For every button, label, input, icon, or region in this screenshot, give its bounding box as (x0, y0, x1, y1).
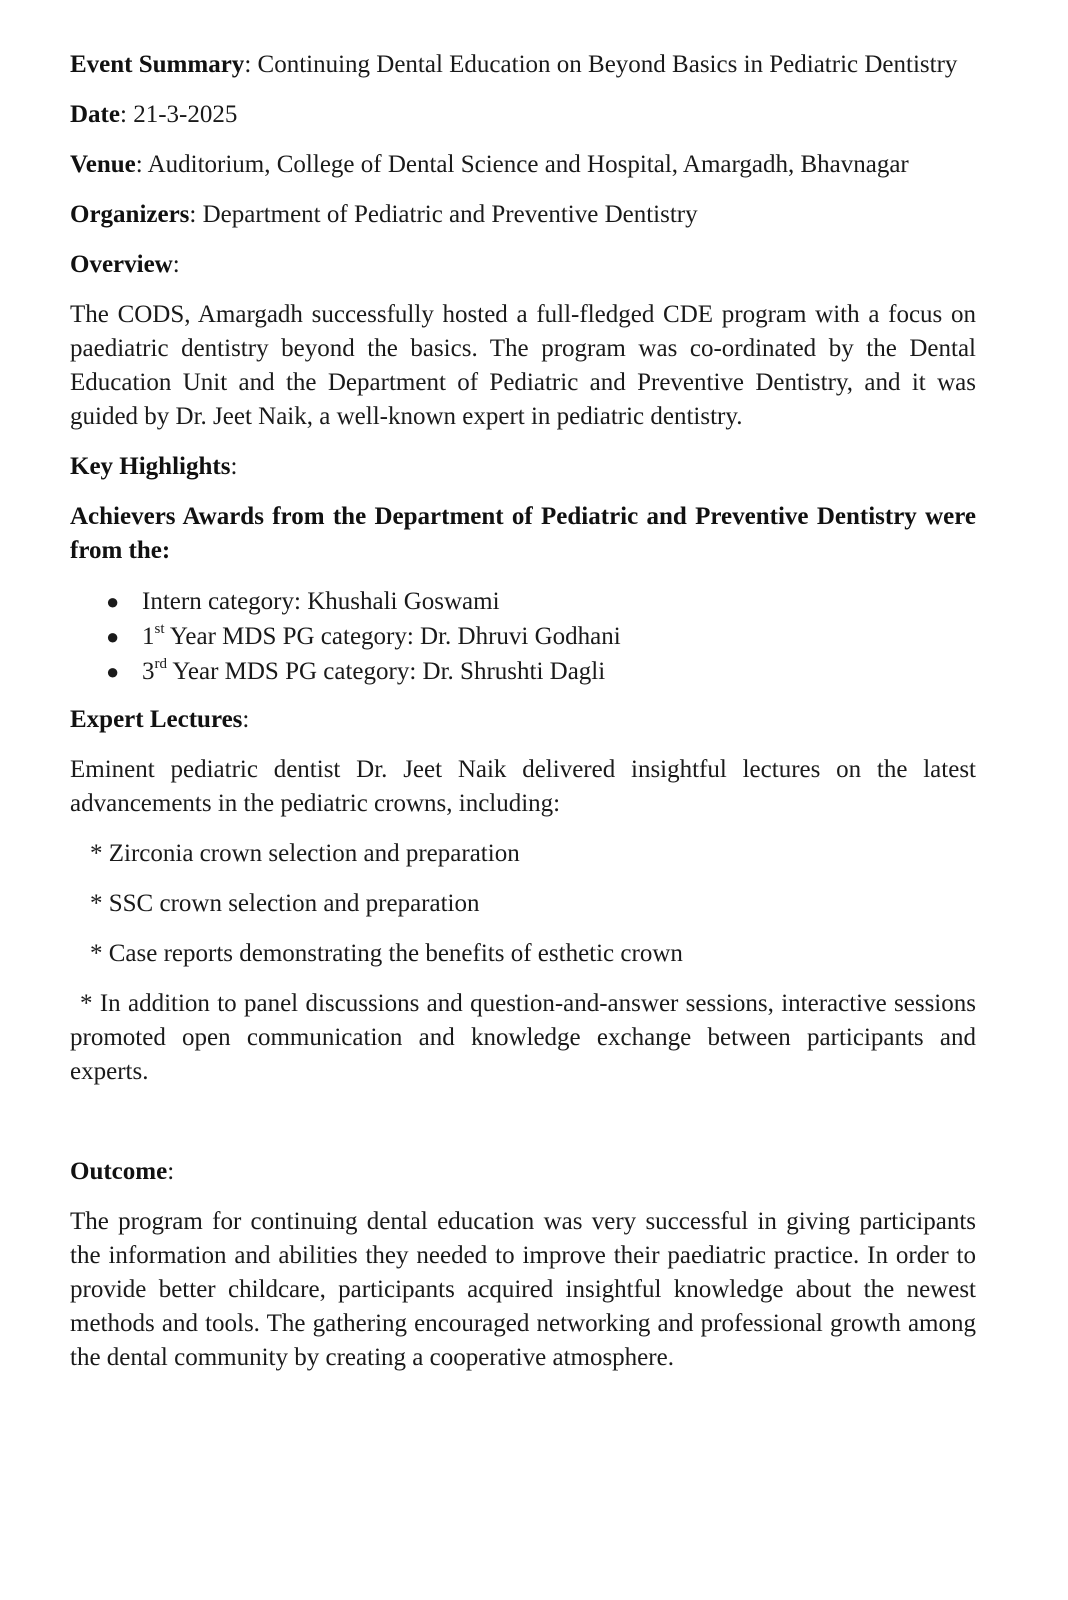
bullet-icon: ● (106, 624, 120, 649)
list-item (106, 654, 976, 689)
organizers-value: Department of Pediatric and Preventive Dentistry (202, 201, 698, 228)
overview-heading: Overview: (70, 251, 180, 278)
award-text: Intern category: Khushali Goswami (142, 588, 500, 615)
lecture-item: * Zirconia crown selection and preparation (90, 840, 520, 867)
venue-label: Venue (70, 151, 136, 178)
award-year: 3 (142, 658, 155, 685)
lecture-item: * SSC crown selection and preparation (90, 890, 480, 917)
award-ordinal: rd (154, 655, 167, 672)
expert-lectures-heading: Expert Lectures: (70, 706, 250, 733)
outcome-heading: Outcome: (70, 1158, 175, 1185)
outcome-heading-text: Outcome (70, 1158, 168, 1185)
outcome-text: The program for continuing dental education was very successful in giving participants the information and abilities they needed to improve their paediatric practice. In order to provide better childcare, participants acquired insightful knowledge about the newest methods and tools. The gathering encouraged networking and professional growth among the dental community by creating a cooperative atmosphere. (70, 1208, 976, 1371)
organizers-label: Organizers (70, 201, 190, 228)
key-highlights-heading: Key Highlights: (70, 453, 238, 480)
lecture-item: * Case reports demonstrating the benefits of esthetic crown (90, 940, 683, 967)
date-label: Date (70, 101, 120, 128)
awards-list (70, 584, 976, 689)
lecture-closing: * In addition to panel discussions and question-and-answer sessions, interactive sessions promoted open communication and knowledge exchange between participants and experts. (70, 990, 976, 1085)
awards-intro (70, 500, 976, 568)
award-ordinal: st (154, 620, 165, 637)
list-item (106, 584, 976, 619)
overview-text: The CODS, Amargadh successfully hosted a full-fledged CDE program with a focus on paediatric dentistry beyond the basics. The program was co-ordinated by the Dental Education Unit and the Department of Pediatric and Preventive Dentistry, and it was guided by Dr. Jeet Naik, a well-known expert in pediatric dentistry. (70, 301, 976, 430)
award-text: Year MDS PG category: Dr. Dhruvi Godhani (164, 623, 621, 650)
spacer (70, 1105, 976, 1155)
event-organizers: Organizers: Department of Pediatric and Preventive Dentistry (70, 201, 698, 228)
award-text: Year MDS PG category: Dr. Shrushti Dagli (167, 658, 606, 685)
document-page (70, 48, 976, 1391)
event-date: Date: 21-3-2025 (70, 101, 238, 128)
expert-lectures-heading-text: Expert Lectures (70, 706, 243, 733)
event-summary: Event Summary: Continuing Dental Education on Beyond Basics in Pediatric Dentistry (70, 51, 958, 78)
list-item (106, 619, 976, 654)
venue-value: Auditorium, College of Dental Science and Hospital, Amargadh, Bhavnagar (147, 151, 909, 178)
bullet-icon: ● (106, 659, 120, 684)
bullet-icon: ● (106, 589, 120, 614)
date-value: 21-3-2025 (133, 101, 238, 128)
award-year: 1 (142, 623, 155, 650)
event-venue: Venue: Auditorium, College of Dental Science and Hospital, Amargadh, Bhavnagar (70, 151, 909, 178)
overview-heading-text: Overview (70, 251, 173, 278)
event-summary-label: Event Summary (70, 51, 245, 78)
event-summary-value: Continuing Dental Education on Beyond Basics in Pediatric Dentistry (257, 51, 958, 78)
awards-intro-text: Achievers Awards from the Department of Pediatric and Preventive Dentistry were from the: (70, 503, 976, 564)
expert-lectures-intro: Eminent pediatric dentist Dr. Jeet Naik delivered insightful lectures on the latest advancements in the pediatric crowns, including: (70, 756, 976, 817)
key-highlights-heading-text: Key Highlights (70, 453, 231, 480)
